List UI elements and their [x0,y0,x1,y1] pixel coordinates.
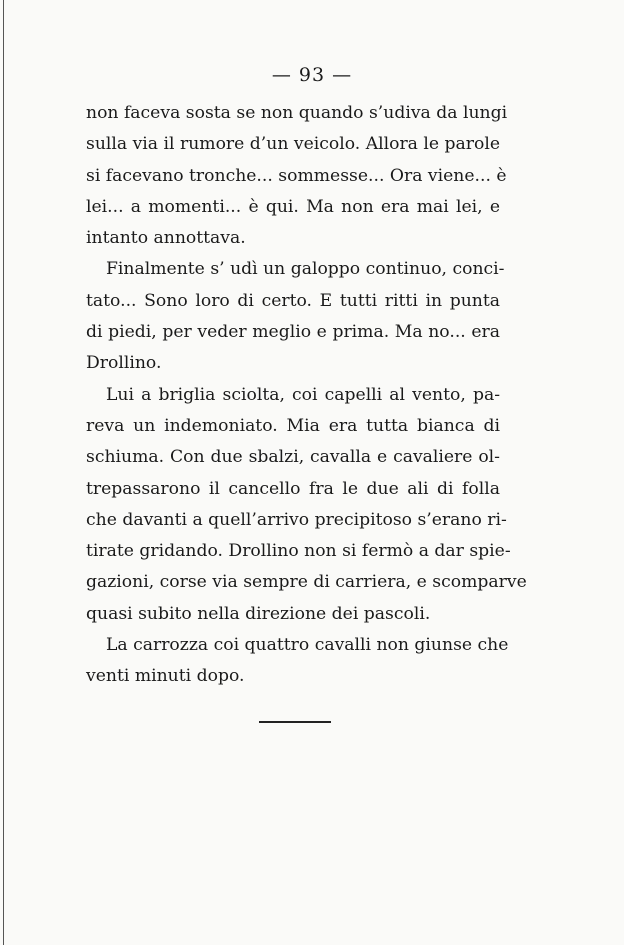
text-line: non faceva sosta se non quando s’udiva da lungi [86,103,508,123]
text-line: lei... a momenti... è qui. Ma non era mai lei, e [86,196,500,217]
text-line: che davanti a quell’arrivo precipitoso s’erano ri- [86,509,507,530]
text-line: gazioni, corse via sempre di carriera, e scomparve [86,572,527,593]
text-line: Finalmente s’ udì un galoppo continuo, conci- [106,259,505,280]
text-line: sulla via il rumore d’un veicolo. Allora le parole [86,134,500,155]
text-line: tirate gridando. Drollino non si fermò a dar spie- [86,541,511,562]
text-line: La carrozza coi quattro cavalli non giunse che [106,635,509,656]
text-line: di piedi, per veder meglio e prima. Ma no... era [86,322,500,343]
page-edge-line [3,0,4,945]
text-line: si facevano tronche... sommesse... Ora viene... è [86,165,507,186]
text-line: Drollino. [86,353,162,374]
text-line: reva un indemoniato. Mia era tutta bianca di [86,415,500,436]
text-line: tato... Sono loro di certo. E tutti ritti in punta [86,290,500,311]
text-line: venti minuti dopo. [86,666,245,687]
section-end-rule [259,721,331,723]
text-line: trepassarono il cancello fra le due ali di folla [86,478,500,499]
text-line: schiuma. Con due sbalzi, cavalla e cavaliere ol- [86,447,500,468]
body-text [86,98,527,693]
text-line: intanto annottava. [86,228,246,249]
text-line: Lui a briglia sciolta, coi capelli al vento, pa- [106,384,500,405]
text-line: quasi subito nella direzione dei pascoli. [86,603,431,624]
page-number: — 93 — [271,64,353,86]
